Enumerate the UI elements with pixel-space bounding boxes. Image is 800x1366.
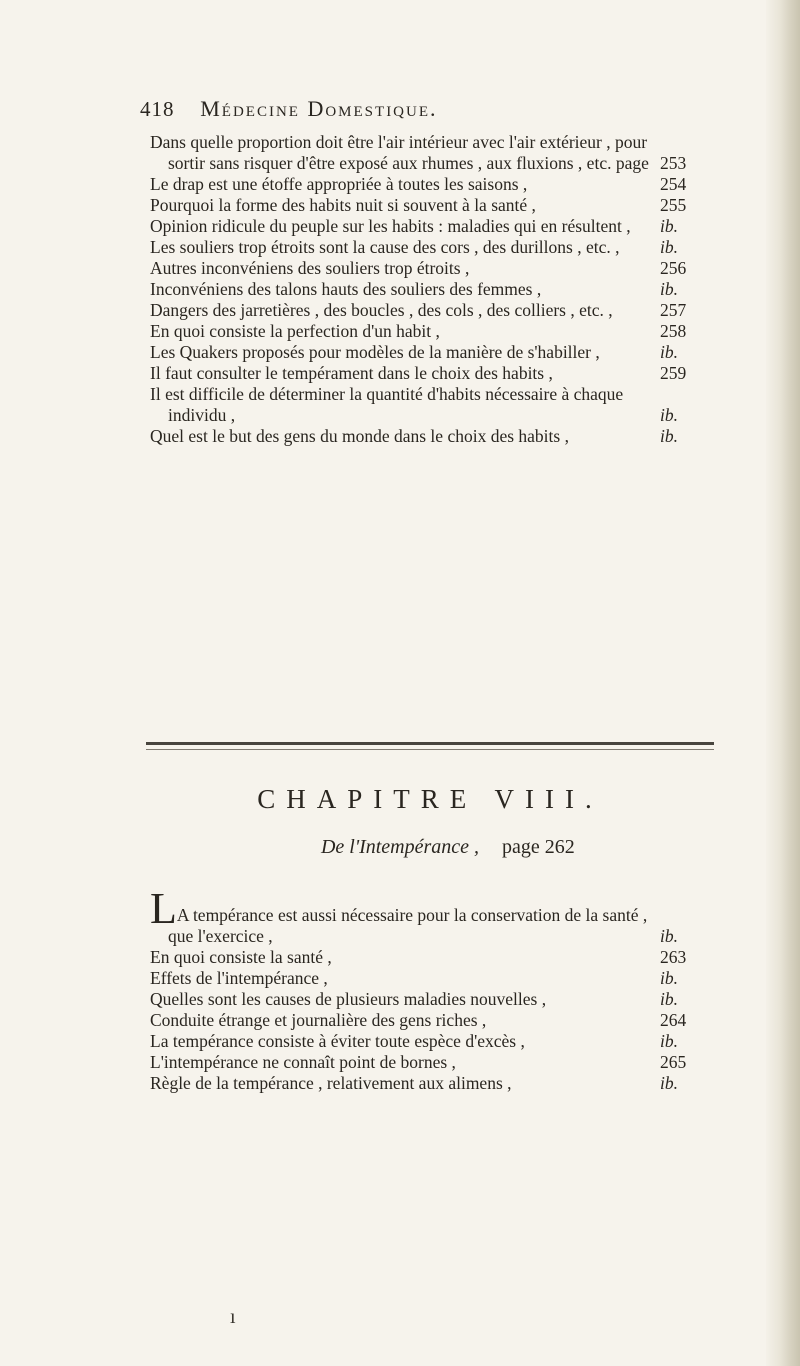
page-edge-shadow [766,0,800,1366]
chapter-subtitle-page [502,836,575,859]
toc-entry [150,947,710,968]
toc-entry [150,989,710,1010]
toc-list-bottom [150,884,710,1094]
toc-entry-page: ib. [660,926,678,946]
toc-entry-page: 257 [660,300,687,320]
page-number: 418 [140,97,175,121]
toc-entry-page: 256 [660,258,687,278]
toc-entry-text: Autres inconvéniens des souliers trop étroits , [150,258,470,278]
toc-entry [150,258,710,279]
toc-entry [150,174,710,195]
toc-entry-text: En quoi consiste la perfection d'un habit , [150,321,440,341]
toc-entry-page: 254 [660,174,687,194]
toc-entry-text: Quel est le but des gens du monde dans le choix des habits , [150,426,569,446]
toc-entry-text: Quelles sont les causes de plusieurs maladies nouvelles , [150,989,547,1009]
toc-entry [150,321,710,342]
toc-entry-text: L'intempérance ne connaît point de bornes , [150,1052,456,1072]
toc-entry [150,342,710,363]
chapter-subtitle-page-number: 262 [544,836,575,858]
toc-entry-page: 264 [660,1010,687,1030]
toc-entry-page: ib. [660,1073,678,1093]
toc-entry-page: ib. [660,342,678,362]
toc-entry-text: Opinion ridicule du peuple sur les habits : maladies qui en résultent , [150,216,631,236]
toc-entry [150,968,710,989]
toc-entry [150,884,710,947]
toc-entry-text: Le drap est une étoffe appropriée à toutes les saisons , [150,174,528,194]
toc-entry-text: Il est difficile de déterminer la quantité d'habits nécessaire à chaque individu , [150,384,624,425]
toc-entry-page: ib. [660,237,678,257]
toc-entry-page: 263 [660,947,687,967]
toc-entry [150,132,710,174]
toc-entry-page: ib. [660,279,678,299]
toc-entry-page: 255 [660,195,687,215]
toc-entry-text [150,884,650,947]
toc-entry-page: 265 [660,1052,687,1072]
chapter-subtitle-page-label: page [502,836,540,858]
chapter-subtitle-text: De l'Intempérance , [320,836,480,858]
toc-entry [150,195,710,216]
toc-entry [150,1010,710,1031]
toc-entry-text: Inconvéniens des talons hauts des souliers des femmes , [150,279,542,299]
toc-entry-page: 259 [660,363,687,383]
toc-entry-page: 253 [660,153,687,173]
toc-entry [150,363,710,384]
toc-entry [150,237,710,258]
footer-mark: ı [230,1306,236,1328]
toc-entry [150,1031,710,1052]
toc-entry-text: Pourquoi la forme des habits nuit si souvent à la santé , [150,195,536,215]
toc-entry-page: ib. [660,405,678,425]
toc-entry-text: Dangers des jarretières , des boucles , des cols , des colliers , etc. , [150,300,613,320]
toc-entry-text: Il faut consulter le tempérament dans le choix des habits , [150,363,553,383]
toc-entry-text: Conduite étrange et journalière des gens riches , [150,1010,487,1030]
toc-entry [150,300,710,321]
toc-entry-text: La tempérance consiste à éviter toute espèce d'excès , [150,1031,525,1051]
running-header [140,96,640,126]
toc-entry [150,216,710,237]
toc-list-top [150,132,710,447]
toc-entry [150,426,710,447]
toc-entry-page: ib. [660,216,678,236]
toc-entry-text: Règle de la tempérance , relativement aux alimens , [150,1073,512,1093]
toc-entry [150,1052,710,1073]
toc-entry-text: Les souliers trop étroits sont la cause des cors , des durillons , etc. , [150,237,620,257]
toc-entry-page: 258 [660,321,687,341]
drop-cap: L [150,884,177,933]
toc-entry-page: ib. [660,1031,678,1051]
toc-entry-text: Dans quelle proportion doit être l'air intérieur avec l'air extérieur , pour sortir sans risquer d'être exposé aux rhumes , aux fluxions , etc. page [150,132,649,173]
toc-entry-text: En quoi consiste la santé , [150,947,332,967]
toc-entry-page: ib. [660,989,678,1009]
chapter-subtitle [150,836,710,864]
toc-entry-page: ib. [660,426,678,446]
toc-entry-text-body: A tempérance est aussi nécessaire pour la conservation de la santé , que l'exercice , [168,905,648,946]
toc-entry [150,384,710,426]
toc-entry-text: Effets de l'intempérance , [150,968,328,988]
section-divider [146,742,714,750]
toc-entry [150,1073,710,1094]
chapter-heading: CHAPITRE VIII. [257,784,603,814]
toc-entry [150,279,710,300]
running-title: Médecine Domestique. [200,96,438,121]
toc-entry-text: Les Quakers proposés pour modèles de la manière de s'habiller , [150,342,600,362]
toc-entry-page: ib. [660,968,678,988]
